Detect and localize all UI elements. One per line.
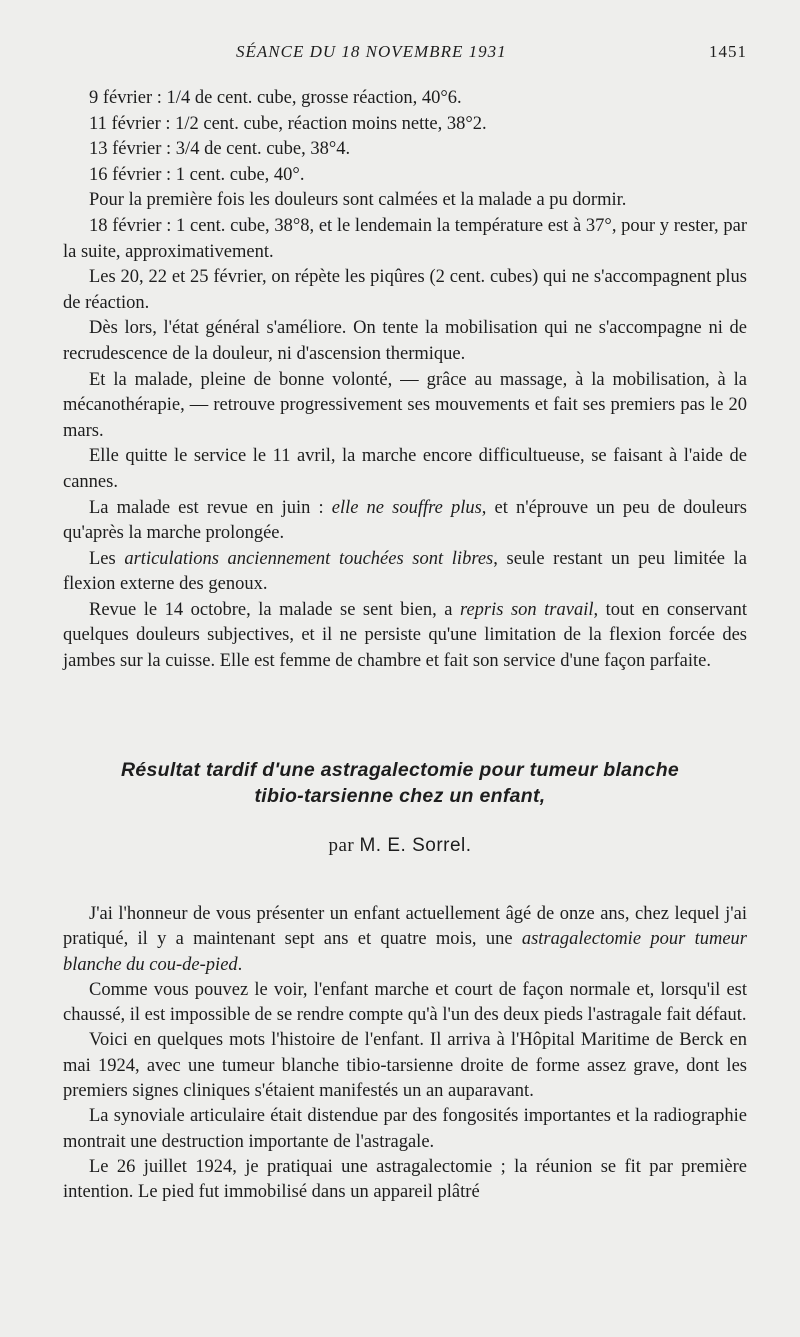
article-title-line: tibio-tarsienne chez un enfant, <box>254 785 546 807</box>
page-number: 1451 <box>709 42 747 61</box>
paragraph: Les articulations anciennement touchées sont libres, seule restant un peu limitée la flexion externe des genoux. <box>63 548 747 595</box>
paragraph: 9 février : 1/4 de cent. cube, grosse réaction, 40°6. <box>89 88 462 108</box>
italic-phrase: elle ne souffre plus <box>331 497 482 518</box>
italic-phrase: articulations anciennement touchées sont libres <box>124 548 494 569</box>
article-title <box>40 757 760 809</box>
paragraph: J'ai l'honneur de vous présenter un enfant actuellement âgé de onze ans, chez lequel j'ai pratiqué, il y a maintenant sept ans et quatre mois, une astragalectomie pour tumeur blanche du cou-de-pied. <box>63 904 747 975</box>
paragraph: La synoviale articulaire était distendue par des fongosités importantes et la radiographie montrait une destruction importante de l'astragale. <box>63 1106 747 1152</box>
paragraph: Le 26 juillet 1924, je pratiquai une astragalectomie ; la réunion se fit par première intention. Le pied fut immobilisé dans un appareil plâtré <box>63 1156 747 1203</box>
paragraph: 11 février : 1/2 cent. cube, réaction moins nette, 38°2. <box>89 113 487 134</box>
paragraph: Revue le 14 octobre, la malade se sent bien, a repris son travail, tout en conservant quelques douleurs subjectives, et il ne persiste qu'une limitation de la flexion forcée des jambes sur la cuisse. Elle est femme de chambre et fait son service d'une façon parfaite. <box>63 599 748 672</box>
paragraph: Comme vous pouvez le voir, l'enfant marche et court de façon normale et, lorsqu'il est chaussé, il est impossible de se rendre compte qu'à l'un des deux pieds l'astragale fait défaut. <box>63 979 747 1026</box>
paragraph: Et la malade, pleine de bonne volonté, — grâce au massage, à la mobilisation, à la mécanothérapie, — retrouve progressivement ses mouvements et fait ses premiers pas le 20 mars. <box>63 369 747 441</box>
paragraph: Pour la première fois les douleurs sont calmées et la malade a pu dormir. <box>89 190 627 211</box>
case-report-continuation <box>63 86 747 675</box>
paragraph: 13 février : 3/4 de cent. cube, 38°4. <box>89 139 351 160</box>
byline <box>0 835 800 857</box>
italic-phrase: repris son travail <box>459 599 594 620</box>
byline-prefix: par <box>328 835 355 856</box>
paragraph: Dès lors, l'état général s'améliore. On tente la mobilisation qui ne s'accompagne ni de recrudescence de la douleur, ni d'ascension thermique. <box>63 318 747 364</box>
running-title: SÉANCE DU 18 NOVEMBRE 1931 <box>236 42 507 61</box>
paragraph: Voici en quelques mots l'histoire de l'enfant. Il arriva à l'Hôpital Maritime de Berck en mai 1924, avec une tumeur blanche tibio-tarsienne droite de forme assez grave, dont les premiers signes cliniques s'étaient manifestés un an auparavant. <box>63 1030 747 1102</box>
paragraph: 16 février : 1 cent. cube, 40°. <box>89 164 305 185</box>
article-title-line: Résultat tardif d'une astragalectomie pour tumeur blanche <box>120 759 680 781</box>
paragraph: Les 20, 22 et 25 février, on répète les piqûres (2 cent. cubes) qui ne s'accompagnent plus de réaction. <box>63 267 747 313</box>
italic-phrase: astragalectomie pour tumeur blanche du cou-de-pied <box>63 929 747 975</box>
paragraph: La malade est revue en juin : elle ne souffre plus, et n'éprouve un peu de douleurs qu'après la marche prolongée. <box>63 497 747 544</box>
paragraph: 18 février : 1 cent. cube, 38°8, et le lendemain la température est à 37°, pour y rester, par la suite, approximativement. <box>63 215 747 262</box>
paragraph: Elle quitte le service le 11 avril, la marche encore difficultueuse, se faisant à l'aide de cannes. <box>63 446 747 492</box>
running-header <box>0 42 800 66</box>
article-body <box>63 902 747 1206</box>
byline-author: M. E. Sorrel. <box>359 835 472 856</box>
